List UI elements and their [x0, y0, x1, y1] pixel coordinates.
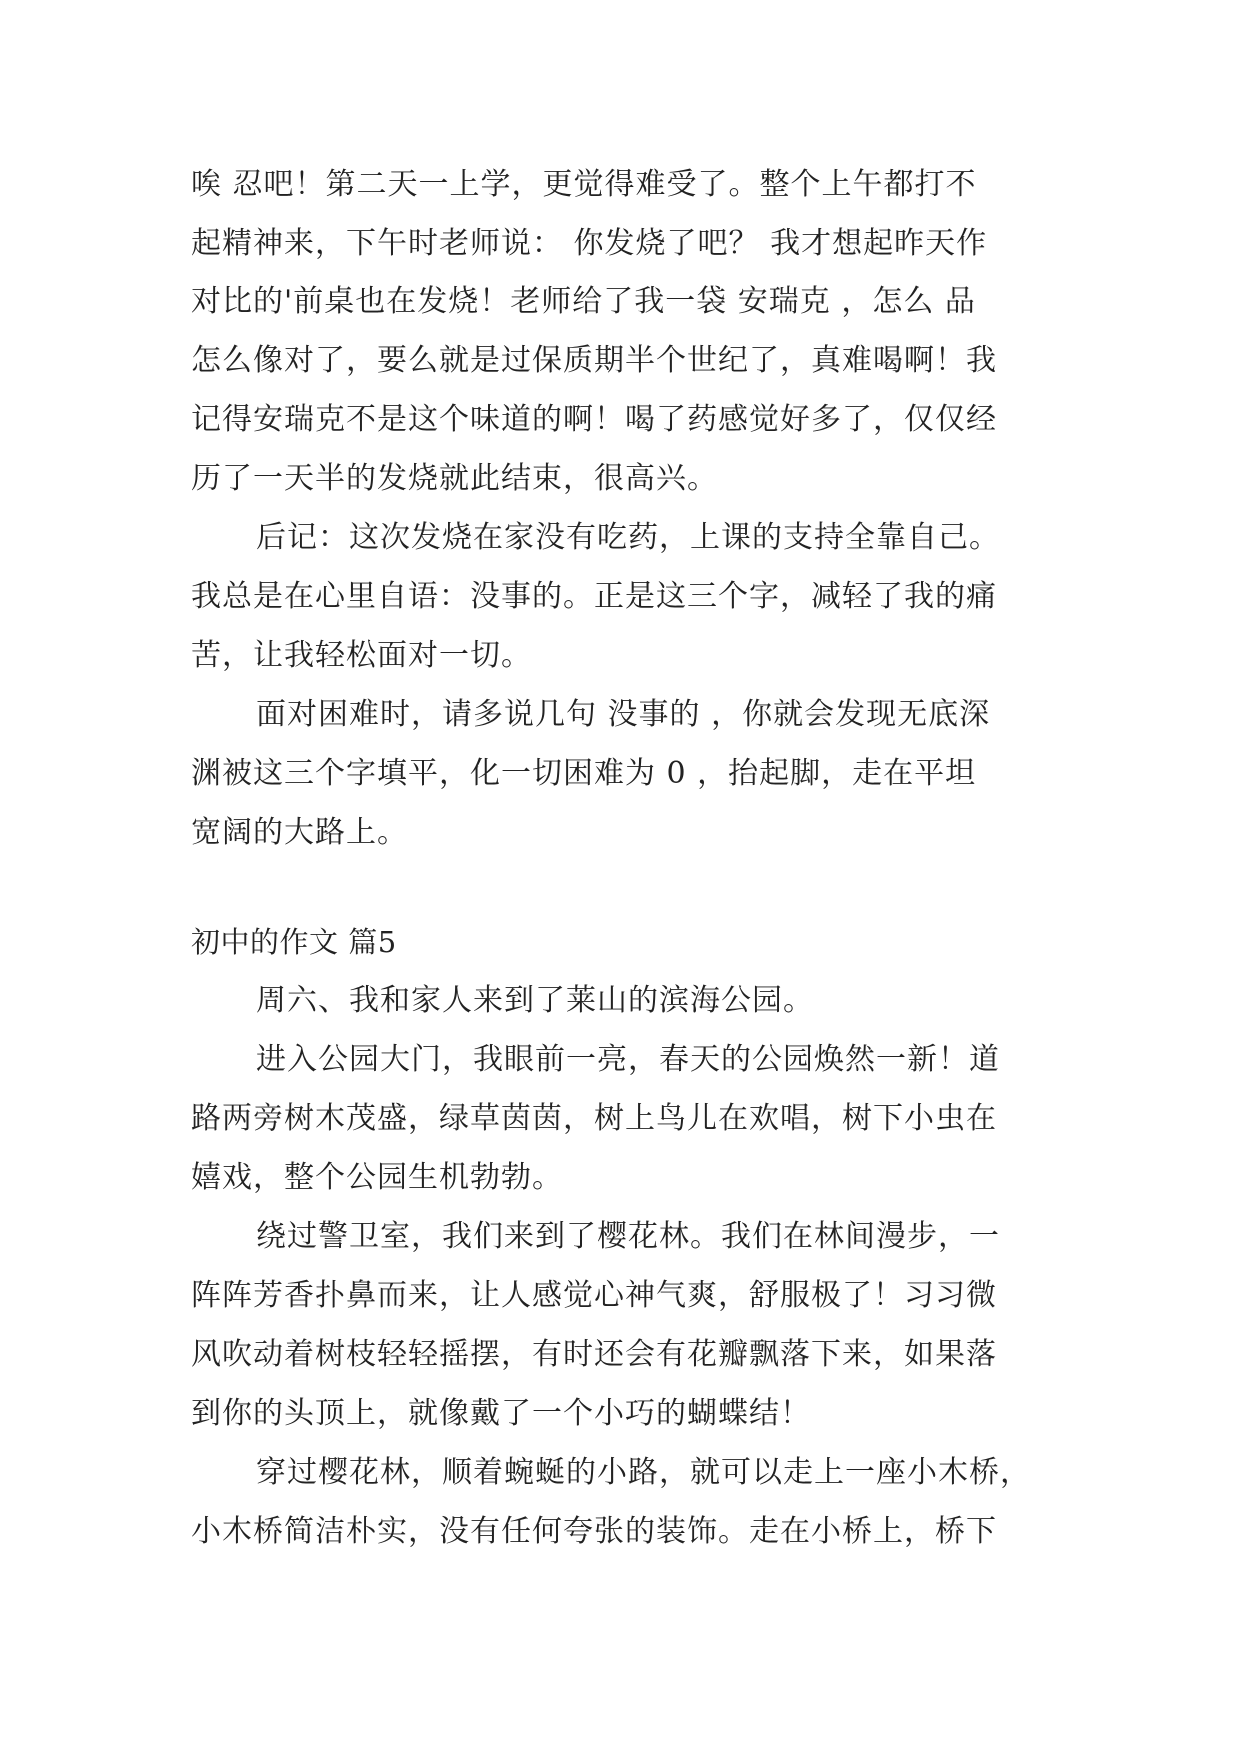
text-line: 绕过警卫室，我们来到了樱花林。我们在林间漫步，一 — [256, 1219, 1000, 1254]
text-line: 怎么像对了，要么就是过保质期半个世纪了，真难喝啊！我 — [191, 343, 997, 378]
text-line: 阵阵芳香扑鼻而来，让人感觉心神气爽，舒服极了！习习微 — [191, 1278, 997, 1313]
text-line: 渊被这三个字填平，化一切困难为 0 ，抬起脚，走在平坦 — [191, 756, 977, 791]
section-heading: 初中的作文 篇5 — [191, 925, 397, 959]
text-line: 宽阔的大路上。 — [191, 815, 408, 850]
text-line: 进入公园大门，我眼前一亮，春天的公园焕然一新！道 — [256, 1042, 1000, 1077]
text-line: 我总是在心里自语：没事的。正是这三个字，减轻了我的痛 — [191, 579, 997, 614]
text-line: 记得安瑞克不是这个味道的啊！喝了药感觉好多了，仅仅经 — [191, 402, 997, 437]
text-line: 唉 忍吧！第二天一上学，更觉得难受了。整个上午都打不 — [191, 167, 977, 202]
text-line: 后记：这次发烧在家没有吃药，上课的支持全靠自己。 — [256, 520, 1000, 555]
text-line: 周六、我和家人来到了莱山的滨海公园。 — [256, 983, 814, 1018]
text-line: 苦，让我轻松面对一切。 — [191, 638, 532, 673]
text-line: 历了一天半的发烧就此结束，很高兴。 — [191, 461, 718, 496]
text-line: 穿过樱花林，顺着蜿蜒的小路，就可以走上一座小木桥， — [256, 1455, 1031, 1490]
text-line: 面对困难时，请多说几句 没事的 ，你就会发现无底深 — [256, 697, 991, 732]
text-line: 嬉戏，整个公园生机勃勃。 — [191, 1160, 563, 1195]
text-line: 对比的'前桌也在发烧！老师给了我一袋 安瑞克 ，怎么 品 — [191, 284, 976, 319]
text-line: 起精神来，下午时老师说： 你发烧了吧？ 我才想起昨天作 — [191, 226, 988, 261]
text-line: 小木桥简洁朴实，没有任何夸张的装饰。走在小桥上，桥下 — [191, 1514, 997, 1549]
text-line: 风吹动着树枝轻轻摇摆，有时还会有花瓣飘落下来，如果落 — [191, 1337, 997, 1372]
text-line: 到你的头顶上，就像戴了一个小巧的蝴蝶结！ — [191, 1396, 811, 1431]
text-line: 路两旁树木茂盛，绿草茵茵，树上鸟儿在欢唱，树下小虫在 — [191, 1101, 997, 1136]
